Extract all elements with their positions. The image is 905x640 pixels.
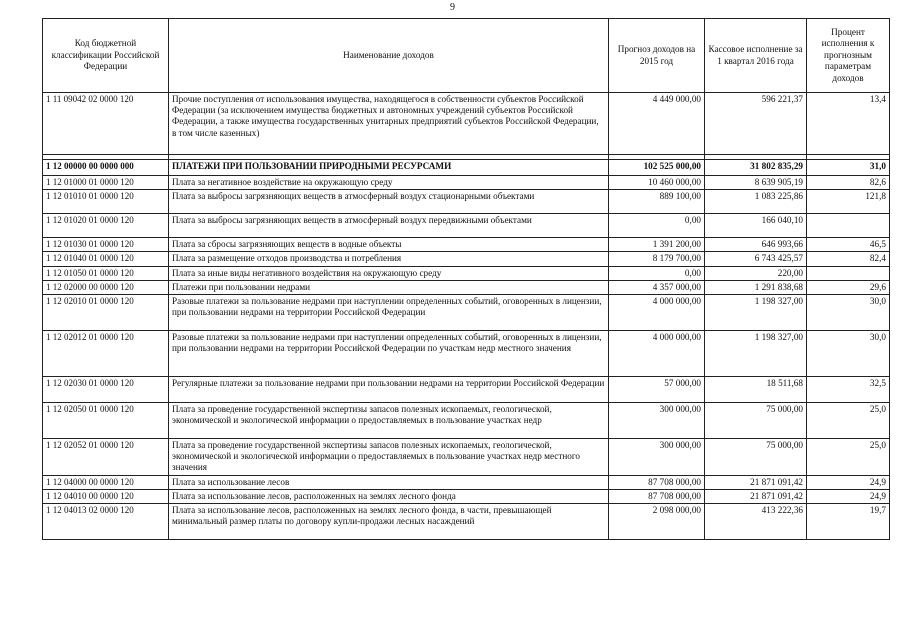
- forecast-cell: 10 460 000,00: [609, 176, 705, 190]
- forecast-cell: 300 000,00: [609, 403, 705, 439]
- actual-cell: 1 198 327,00: [705, 295, 807, 331]
- percent-cell: 29,6: [807, 280, 890, 294]
- forecast-cell: 889 100,00: [609, 190, 705, 214]
- actual-cell: 413 222,36: [705, 504, 807, 540]
- budget-code-cell: 1 12 02000 00 0000 120: [43, 280, 169, 294]
- forecast-cell: 4 357 000,00: [609, 280, 705, 294]
- budget-code-cell: 1 12 04013 02 0000 120: [43, 504, 169, 540]
- revenue-name-cell: Плата за использование лесов, расположенных на землях лесного фонда: [169, 489, 609, 503]
- revenue-name-cell: Прочие поступления от использования имущества, находящегося в собственности субъектов Российской Федерации (за исключением имущества бюджетных и автономных учреждений субъектов Российской Федерации, а также имущества государственных унитарных предприятий субъектов Российской Федерации, в том числе казенных): [169, 93, 609, 155]
- budget-code-cell: 1 12 02010 01 0000 120: [43, 295, 169, 331]
- percent-cell: [807, 266, 890, 280]
- revenue-name-cell: Регулярные платежи за пользование недрами при пользовании недрами на территории Российской Федерации: [169, 377, 609, 403]
- actual-cell: 21 871 091,42: [705, 475, 807, 489]
- revenue-name-cell: Плата за иные виды негативного воздействия на окружающую среду: [169, 266, 609, 280]
- revenue-name-cell: Разовые платежи за пользование недрами при наступлении определенных событий, оговоренных в лицензии, при пользовании недрами на территории Российской Федерации: [169, 295, 609, 331]
- percent-cell: 82,6: [807, 176, 890, 190]
- forecast-cell: 1 391 200,00: [609, 238, 705, 252]
- table-row: [43, 504, 890, 540]
- actual-cell: 1 291 838,68: [705, 280, 807, 294]
- table-row: [43, 475, 890, 489]
- table-row: [43, 295, 890, 331]
- forecast-cell: 8 179 700,00: [609, 252, 705, 266]
- revenue-name-cell: Плата за выбросы загрязняющих веществ в атмосферный воздух стационарными объектами: [169, 190, 609, 214]
- forecast-cell: 0,00: [609, 214, 705, 238]
- actual-cell: 75 000,00: [705, 439, 807, 476]
- budget-code-cell: 1 12 01040 01 0000 120: [43, 252, 169, 266]
- percent-cell: 19,7: [807, 504, 890, 540]
- table-row: [43, 403, 890, 439]
- forecast-cell: 57 000,00: [609, 377, 705, 403]
- actual-cell: 31 802 835,29: [705, 160, 807, 176]
- page-number: 9: [450, 2, 455, 13]
- actual-cell: 220,00: [705, 266, 807, 280]
- table-row: [43, 93, 890, 155]
- forecast-cell: 87 708 000,00: [609, 475, 705, 489]
- budget-code-cell: 1 12 02012 01 0000 120: [43, 331, 169, 377]
- header-budget-code: Код бюджетной классификации Российской Федерации: [43, 19, 169, 93]
- percent-cell: 121,8: [807, 190, 890, 214]
- actual-cell: 21 871 091,42: [705, 489, 807, 503]
- table-header-row: [43, 19, 890, 93]
- percent-cell: 82,4: [807, 252, 890, 266]
- percent-cell: 25,0: [807, 439, 890, 476]
- percent-cell: 46,5: [807, 238, 890, 252]
- revenue-name-cell: Плата за негативное воздействие на окружающую среду: [169, 176, 609, 190]
- header-forecast: Прогноз доходов на 2015 год: [609, 19, 705, 93]
- percent-cell: 25,0: [807, 403, 890, 439]
- budget-code-cell: 1 12 04010 00 0000 120: [43, 489, 169, 503]
- actual-cell: 1 083 225,86: [705, 190, 807, 214]
- revenue-name-cell: Плата за размещение отходов производства и потребления: [169, 252, 609, 266]
- budget-code-cell: 1 12 00000 00 0000 000: [43, 160, 169, 176]
- table-row: [43, 439, 890, 476]
- forecast-cell: 102 525 000,00: [609, 160, 705, 176]
- actual-cell: 18 511,68: [705, 377, 807, 403]
- revenue-name-cell: Плата за использование лесов, расположенных на землях лесного фонда, в части, превышающей минимальный размер платы по договору купли-продажи лесных насаждений: [169, 504, 609, 540]
- budget-code-cell: 1 12 02030 01 0000 120: [43, 377, 169, 403]
- revenue-name-cell: Плата за использование лесов: [169, 475, 609, 489]
- percent-cell: 24,9: [807, 489, 890, 503]
- revenue-name-cell: Плата за сбросы загрязняющих веществ в водные объекты: [169, 238, 609, 252]
- budget-code-cell: 1 12 02052 01 0000 120: [43, 439, 169, 476]
- revenue-name-cell: Разовые платежи за пользование недрами при наступлении определенных событий, оговоренных в лицензии, при пользовании недрами на территории Российской Федерации по участкам недр местного значения: [169, 331, 609, 377]
- table-row: [43, 176, 890, 190]
- revenue-table: [42, 18, 890, 540]
- header-percent: Процент исполнения к прогнозным параметрам доходов: [807, 19, 890, 93]
- revenue-name-cell: Плата за выбросы загрязняющих веществ в атмосферный воздух передвижными объектами: [169, 214, 609, 238]
- actual-cell: 8 639 905,19: [705, 176, 807, 190]
- table-row: [43, 238, 890, 252]
- percent-cell: 30,0: [807, 295, 890, 331]
- budget-code-cell: 1 12 01000 01 0000 120: [43, 176, 169, 190]
- percent-cell: 24,9: [807, 475, 890, 489]
- forecast-cell: 87 708 000,00: [609, 489, 705, 503]
- forecast-cell: 0,00: [609, 266, 705, 280]
- revenue-name-cell: ПЛАТЕЖИ ПРИ ПОЛЬЗОВАНИИ ПРИРОДНЫМИ РЕСУРСАМИ: [169, 160, 609, 176]
- actual-cell: 596 221,37: [705, 93, 807, 155]
- budget-code-cell: 1 12 01030 01 0000 120: [43, 238, 169, 252]
- actual-cell: 6 743 425,57: [705, 252, 807, 266]
- percent-cell: 30,0: [807, 331, 890, 377]
- table-row: [43, 252, 890, 266]
- forecast-cell: 300 000,00: [609, 439, 705, 476]
- actual-cell: 75 000,00: [705, 403, 807, 439]
- actual-cell: 1 198 327,00: [705, 331, 807, 377]
- revenue-name-cell: Плата за проведение государственной экспертизы запасов полезных ископаемых, геологической, экономической и экологической информации о предоставляемых в пользование участках недр местного значения: [169, 439, 609, 476]
- actual-cell: 166 040,10: [705, 214, 807, 238]
- budget-code-cell: 1 12 02050 01 0000 120: [43, 403, 169, 439]
- table-row: [43, 280, 890, 294]
- forecast-cell: 4 449 000,00: [609, 93, 705, 155]
- budget-code-cell: 1 12 01020 01 0000 120: [43, 214, 169, 238]
- table-row: [43, 377, 890, 403]
- table-row: [43, 190, 890, 214]
- percent-cell: [807, 214, 890, 238]
- budget-code-cell: 1 12 04000 00 0000 120: [43, 475, 169, 489]
- table-row: [43, 214, 890, 238]
- forecast-cell: 4 000 000,00: [609, 295, 705, 331]
- budget-code-cell: 1 12 01010 01 0000 120: [43, 190, 169, 214]
- table-row: [43, 489, 890, 503]
- percent-cell: 31,0: [807, 160, 890, 176]
- revenue-name-cell: Платежи при пользовании недрами: [169, 280, 609, 294]
- forecast-cell: 2 098 000,00: [609, 504, 705, 540]
- header-actual: Кассовое исполнение за 1 квартал 2016 года: [705, 19, 807, 93]
- budget-code-cell: 1 11 09042 02 0000 120: [43, 93, 169, 155]
- revenue-name-cell: Плата за проведение государственной экспертизы запасов полезных ископаемых, геологической, экономической и экологической информации о предоставляемых в пользование участках недр: [169, 403, 609, 439]
- budget-code-cell: 1 12 01050 01 0000 120: [43, 266, 169, 280]
- forecast-cell: 4 000 000,00: [609, 331, 705, 377]
- table-row: [43, 266, 890, 280]
- header-revenue-name: Наименование доходов: [169, 19, 609, 93]
- percent-cell: 32,5: [807, 377, 890, 403]
- actual-cell: 646 993,66: [705, 238, 807, 252]
- table-row: [43, 160, 890, 176]
- percent-cell: 13,4: [807, 93, 890, 155]
- table-row: [43, 331, 890, 377]
